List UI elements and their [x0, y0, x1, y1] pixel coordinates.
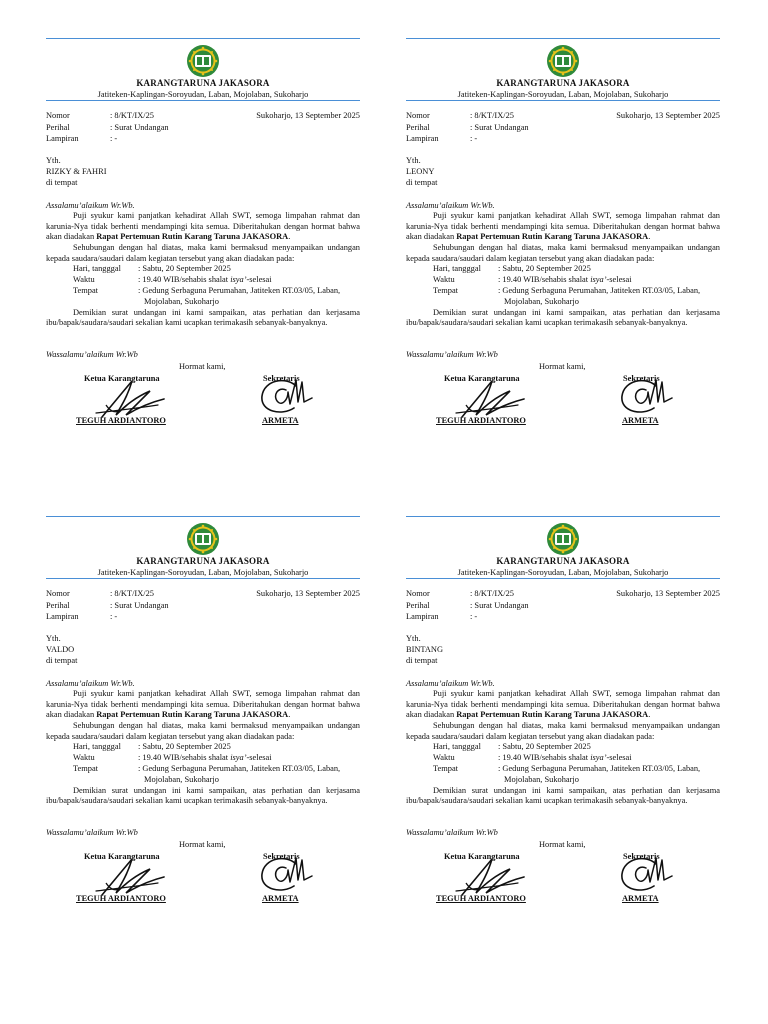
sekretaris-signature-icon: [256, 372, 314, 418]
sekretaris-signature-icon: [616, 372, 674, 418]
body-paragraph-3: Demikian surat undangan ini kami sampaikan, atas perhatian dan kerjasama ibu/bapak/saudara/saudari sekalian kami ucapkan terimakasih sebanyak-banyaknya.: [46, 307, 360, 328]
sekretaris-title: Sekretaris: [263, 852, 300, 861]
ketua-title: Ketua Karangtaruna: [84, 374, 160, 383]
sekretaris-signature-icon: [616, 850, 674, 896]
organization-name: KARANGTARUNA JAKASORA: [136, 556, 270, 566]
letter-meta: [46, 111, 360, 146]
waktu-value-a: : 19.40 WIB/sehabis shalat: [138, 753, 231, 763]
event-details: [46, 742, 360, 785]
ketua-title: Ketua Karangtaruna: [84, 852, 160, 861]
perihal-label: Perihal: [46, 600, 70, 610]
invitation-letter-4: [406, 516, 720, 916]
ketua-name: TEGUH ARDIANTORO: [436, 894, 526, 903]
body-paragraph-1: [46, 211, 360, 243]
header-top-rule: [406, 516, 720, 517]
closing-greeting: Wassalamu’alaikum Wr.Wb: [406, 350, 498, 359]
hormat-kami: Hormat kami,: [179, 840, 226, 849]
body-paragraph-3: Demikian surat undangan ini kami sampaikan, atas perhatian dan kerjasama ibu/bapak/saudara/saudari sekalian kami ucapkan terimakasih sebanyak-banyaknya.: [406, 307, 720, 328]
hari-value: : Sabtu, 20 September 2025: [138, 264, 231, 274]
nomor-value: : 8/KT/IX/25: [470, 111, 514, 120]
ketua-signature-icon: [452, 853, 528, 899]
para1-text: Puji syukur kami panjatkan kehadirat Allah SWT, semoga limpahan rahmat dan karunia-Nya tidak berhenti mendampingi kita semua. Diberitahukan dengan hormat bahwa akan diadakan: [46, 689, 360, 720]
lampiran-label: Lampiran: [406, 612, 439, 621]
ketua-signature-icon: [92, 375, 168, 421]
di-tempat-label: di tempat: [406, 178, 438, 187]
perihal-value: : Surat Undangan: [470, 600, 529, 610]
tempat-label: Tempat: [73, 285, 98, 295]
tempat-value: [138, 286, 360, 307]
tempat-label: Tempat: [433, 763, 458, 773]
waktu-value-b: -selesai: [606, 275, 632, 285]
opening-greeting: Assalamu’alaikum Wr.Wb.: [406, 201, 495, 210]
organization-name: KARANGTARUNA JAKASORA: [136, 78, 270, 88]
ketua-title: Ketua Karangtaruna: [444, 374, 520, 383]
para1-text: Puji syukur kami panjatkan kehadirat Allah SWT, semoga limpahan rahmat dan karunia-Nya tidak berhenti mendampingi kita semua. Diberitahukan dengan hormat bahwa akan diadakan: [406, 211, 720, 242]
di-tempat-label: di tempat: [406, 656, 438, 665]
sekretaris-title: Sekretaris: [623, 852, 660, 861]
hari-label: Hari, tangggal: [433, 264, 481, 274]
organization-logo-icon: [186, 44, 220, 78]
perihal-value: : Surat Undangan: [470, 122, 529, 132]
organization-logo-icon: [186, 522, 220, 556]
event-details: [406, 264, 720, 307]
lampiran-value: : -: [110, 134, 118, 143]
lampiran-label: Lampiran: [46, 134, 79, 143]
organization-address: Jatiteken-Kaplingan-Soroyudan, Laban, Mojolaban, Sukoharjo: [457, 568, 669, 577]
letter-meta: [46, 589, 360, 624]
organization-address: Jatiteken-Kaplingan-Soroyudan, Laban, Mojolaban, Sukoharjo: [457, 90, 669, 99]
perihal-value: : Surat Undangan: [110, 600, 169, 610]
recipient-name: BINTANG: [406, 645, 444, 654]
organization-name: KARANGTARUNA JAKASORA: [496, 556, 630, 566]
waktu-value-a: : 19.40 WIB/sehabis shalat: [498, 753, 591, 763]
header-bottom-rule: [46, 100, 360, 101]
nomor-label: Nomor: [406, 111, 430, 120]
waktu-value-italic: isya’: [590, 275, 607, 285]
hari-value: : Sabtu, 20 September 2025: [138, 742, 231, 752]
event-details: [46, 264, 360, 307]
ketua-title: Ketua Karangtaruna: [444, 852, 520, 861]
nomor-value: : 8/KT/IX/25: [110, 111, 154, 120]
waktu-value-b: -selesai: [246, 275, 272, 285]
letter-date: Sukoharjo, 13 September 2025: [616, 111, 720, 120]
waktu-value-b: -selesai: [606, 753, 632, 763]
waktu-value: [138, 275, 360, 286]
hari-value: : Sabtu, 20 September 2025: [498, 264, 591, 274]
ketua-name: TEGUH ARDIANTORO: [436, 416, 526, 425]
perihal-label: Perihal: [46, 122, 70, 132]
opening-greeting: Assalamu’alaikum Wr.Wb.: [46, 679, 135, 688]
perihal-label: Perihal: [406, 600, 430, 610]
lampiran-value: : -: [110, 612, 118, 621]
header-bottom-rule: [46, 578, 360, 579]
waktu-label: Waktu: [73, 275, 95, 285]
recipient-block: [406, 634, 443, 667]
ketua-name: TEGUH ARDIANTORO: [76, 894, 166, 903]
invitation-letter-1: [46, 38, 360, 438]
sekretaris-title: Sekretaris: [623, 374, 660, 383]
body-paragraph-2: Sehubungan dengan hal diatas, maka kami bermaksud menyampaikan undangan kepada saudara/saudari dalam kegiatan tersebut yang akan diadakan pada:: [406, 243, 720, 263]
header-top-rule: [46, 38, 360, 39]
tempat-label: Tempat: [73, 763, 98, 773]
organization-address: Jatiteken-Kaplingan-Soroyudan, Laban, Mojolaban, Sukoharjo: [97, 568, 309, 577]
yth-label: Yth.: [46, 156, 61, 165]
tempat-value-line1: : Gedung Serbaguna Perumahan, Jatiteken RT.03/05, Laban,: [138, 285, 341, 295]
tempat-value-line1: : Gedung Serbaguna Perumahan, Jatiteken RT.03/05, Laban,: [498, 763, 701, 773]
para1-text: Puji syukur kami panjatkan kehadirat Allah SWT, semoga limpahan rahmat dan karunia-Nya tidak berhenti mendampingi kita semua. Diberitahukan dengan hormat bahwa akan diadakan: [406, 689, 720, 720]
recipient-name: VALDO: [46, 645, 75, 654]
hormat-kami: Hormat kami,: [539, 362, 586, 371]
ketua-signature-icon: [452, 375, 528, 421]
sekretaris-title: Sekretaris: [263, 374, 300, 383]
body-paragraph-1: [406, 689, 720, 721]
body-paragraph-2: Sehubungan dengan hal diatas, maka kami bermaksud menyampaikan undangan kepada saudara/saudari dalam kegiatan tersebut yang akan diadakan pada:: [406, 721, 720, 741]
waktu-value-a: : 19.40 WIB/sehabis shalat: [138, 275, 231, 285]
body-paragraph-1: [46, 689, 360, 721]
tempat-value-line1: : Gedung Serbaguna Perumahan, Jatiteken RT.03/05, Laban,: [498, 285, 701, 295]
sekretaris-name: ARMETA: [262, 416, 299, 425]
waktu-value: [498, 275, 720, 286]
opening-greeting: Assalamu’alaikum Wr.Wb.: [46, 201, 135, 210]
lampiran-value: : -: [470, 134, 478, 143]
tempat-value: [498, 764, 720, 785]
organization-name: KARANGTARUNA JAKASORA: [496, 78, 630, 88]
di-tempat-label: di tempat: [46, 656, 78, 665]
tempat-value-line2: Mojolaban, Sukoharjo: [144, 296, 219, 306]
tempat-value: [498, 286, 720, 307]
lampiran-label: Lampiran: [46, 612, 79, 621]
event-details: [406, 742, 720, 785]
para1-text: Puji syukur kami panjatkan kehadirat Allah SWT, semoga limpahan rahmat dan karunia-Nya tidak berhenti mendampingi kita semua. Diberitahukan dengan hormat bahwa akan diadakan: [46, 211, 360, 242]
hari-label: Hari, tangggal: [73, 264, 121, 274]
letter-meta: [406, 111, 720, 146]
header-bottom-rule: [406, 100, 720, 101]
body-paragraph-3: Demikian surat undangan ini kami sampaikan, atas perhatian dan kerjasama ibu/bapak/saudara/saudari sekalian kami ucapkan terimakasih sebanyak-banyaknya.: [406, 785, 720, 806]
ketua-signature-icon: [92, 853, 168, 899]
hormat-kami: Hormat kami,: [539, 840, 586, 849]
hormat-kami: Hormat kami,: [179, 362, 226, 371]
meeting-name: Rapat Pertemuan Rutin Karang Taruna JAKASORA: [96, 232, 289, 242]
organization-logo-icon: [546, 44, 580, 78]
recipient-block: [46, 156, 106, 189]
letter-body: [46, 211, 360, 329]
waktu-value-italic: isya’: [590, 753, 607, 763]
body-paragraph-2: Sehubungan dengan hal diatas, maka kami bermaksud menyampaikan undangan kepada saudara/saudari dalam kegiatan tersebut yang akan diadakan pada:: [46, 243, 360, 263]
waktu-value: [138, 753, 360, 764]
waktu-label: Waktu: [433, 275, 455, 285]
sekretaris-signature-icon: [256, 850, 314, 896]
letter-meta: [406, 589, 720, 624]
body-paragraph-1: [406, 211, 720, 243]
letter-date: Sukoharjo, 13 September 2025: [256, 589, 360, 598]
waktu-value-b: -selesai: [246, 753, 272, 763]
hari-value: : Sabtu, 20 September 2025: [498, 742, 591, 752]
letter-body: [46, 689, 360, 807]
letter-body: [406, 689, 720, 807]
opening-greeting: Assalamu’alaikum Wr.Wb.: [406, 679, 495, 688]
para1-end: .: [648, 710, 651, 720]
para1-end: .: [648, 232, 651, 242]
body-paragraph-3: Demikian surat undangan ini kami sampaikan, atas perhatian dan kerjasama ibu/bapak/saudara/saudari sekalian kami ucapkan terimakasih sebanyak-banyaknya.: [46, 785, 360, 806]
nomor-label: Nomor: [46, 589, 70, 598]
nomor-value: : 8/KT/IX/25: [470, 589, 514, 598]
waktu-value-a: : 19.40 WIB/sehabis shalat: [498, 275, 591, 285]
tempat-value-line2: Mojolaban, Sukoharjo: [144, 774, 219, 784]
tempat-value-line1: : Gedung Serbaguna Perumahan, Jatiteken RT.03/05, Laban,: [138, 763, 341, 773]
tempat-value-line2: Mojolaban, Sukoharjo: [504, 774, 579, 784]
waktu-label: Waktu: [433, 753, 455, 763]
closing-greeting: Wassalamu’alaikum Wr.Wb: [406, 828, 498, 837]
meeting-name: Rapat Pertemuan Rutin Karang Taruna JAKASORA: [456, 710, 649, 720]
meeting-name: Rapat Pertemuan Rutin Karang Taruna JAKASORA: [96, 710, 289, 720]
perihal-label: Perihal: [406, 122, 430, 132]
recipient-name: LEONY: [406, 167, 435, 176]
body-paragraph-2: Sehubungan dengan hal diatas, maka kami bermaksud menyampaikan undangan kepada saudara/saudari dalam kegiatan tersebut yang akan diadakan pada:: [46, 721, 360, 741]
lampiran-value: : -: [470, 612, 478, 621]
tempat-value-line2: Mojolaban, Sukoharjo: [504, 296, 579, 306]
waktu-value: [498, 753, 720, 764]
yth-label: Yth.: [406, 634, 421, 643]
waktu-value-italic: isya’: [230, 753, 247, 763]
yth-label: Yth.: [46, 634, 61, 643]
para1-end: .: [288, 710, 291, 720]
recipient-block: [406, 156, 437, 189]
nomor-label: Nomor: [46, 111, 70, 120]
nomor-value: : 8/KT/IX/25: [110, 589, 154, 598]
tempat-label: Tempat: [433, 285, 458, 295]
letter-date: Sukoharjo, 13 September 2025: [616, 589, 720, 598]
hari-label: Hari, tangggal: [433, 742, 481, 752]
yth-label: Yth.: [406, 156, 421, 165]
header-top-rule: [406, 38, 720, 39]
organization-address: Jatiteken-Kaplingan-Soroyudan, Laban, Mojolaban, Sukoharjo: [97, 90, 309, 99]
waktu-label: Waktu: [73, 753, 95, 763]
invitation-letter-2: [406, 38, 720, 438]
nomor-label: Nomor: [406, 589, 430, 598]
letter-date: Sukoharjo, 13 September 2025: [256, 111, 360, 120]
recipient-block: [46, 634, 77, 667]
lampiran-label: Lampiran: [406, 134, 439, 143]
sekretaris-name: ARMETA: [622, 416, 659, 425]
perihal-value: : Surat Undangan: [110, 122, 169, 132]
closing-greeting: Wassalamu’alaikum Wr.Wb: [46, 828, 138, 837]
closing-greeting: Wassalamu’alaikum Wr.Wb: [46, 350, 138, 359]
para1-end: .: [288, 232, 291, 242]
di-tempat-label: di tempat: [46, 178, 78, 187]
letter-body: [406, 211, 720, 329]
sekretaris-name: ARMETA: [262, 894, 299, 903]
sekretaris-name: ARMETA: [622, 894, 659, 903]
organization-logo-icon: [546, 522, 580, 556]
recipient-name: RIZKY & FAHRI: [46, 167, 107, 176]
tempat-value: [138, 764, 360, 785]
header-bottom-rule: [406, 578, 720, 579]
ketua-name: TEGUH ARDIANTORO: [76, 416, 166, 425]
meeting-name: Rapat Pertemuan Rutin Karang Taruna JAKASORA: [456, 232, 649, 242]
header-top-rule: [46, 516, 360, 517]
invitation-letter-3: [46, 516, 360, 916]
waktu-value-italic: isya’: [230, 275, 247, 285]
hari-label: Hari, tangggal: [73, 742, 121, 752]
